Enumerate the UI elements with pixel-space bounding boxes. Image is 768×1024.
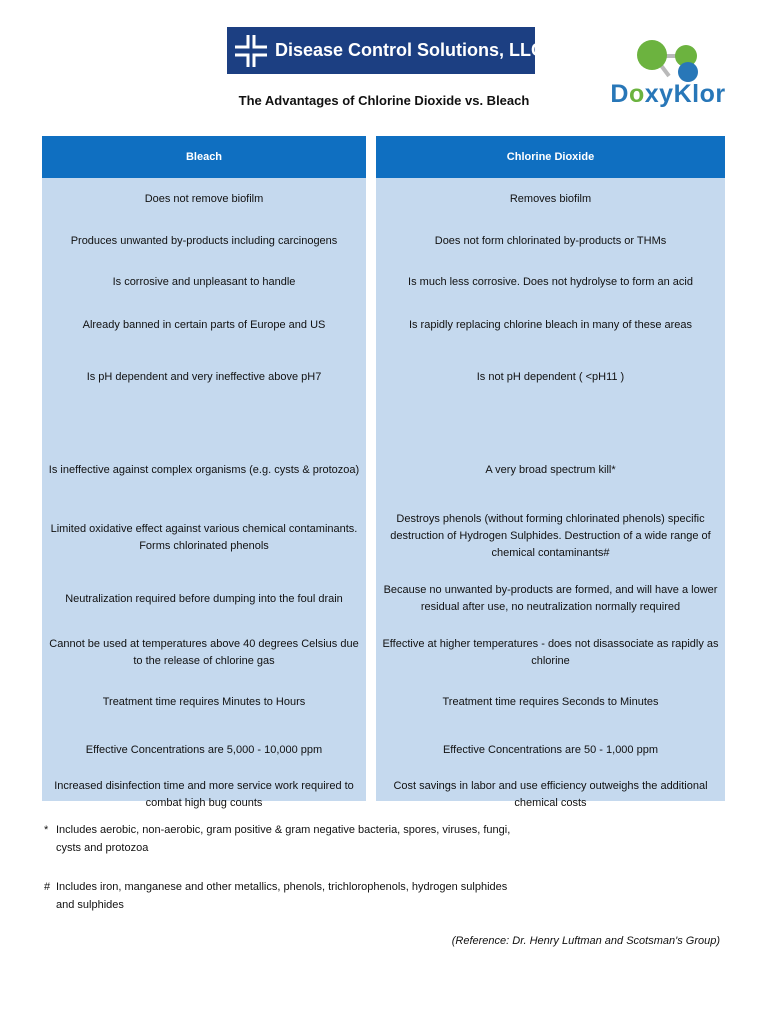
footnote-mark: * bbox=[44, 824, 49, 836]
table-cell: Treatment time requires Minutes to Hours bbox=[102, 695, 306, 708]
table-cell: Does not form chlorinated by-products or THMs bbox=[434, 234, 667, 247]
table-cell: A very broad spectrum kill* bbox=[485, 463, 616, 476]
document-title: The Advantages of Chlorine Dioxide vs. Bleach bbox=[238, 93, 530, 108]
table-cell: Destroys phenols (without forming chlorinated phenols) specific destruction of Hydrogen Sulphides. Destruction of a wide range of chemical contaminants# bbox=[390, 512, 711, 559]
table-cell: Increased disinfection time and more service work required to combat high bug counts bbox=[54, 780, 354, 809]
table-cell: Because no unwanted by-products are formed, and will have a lower residual after use, no neutralization normally required bbox=[383, 584, 718, 613]
table-cell: Is pH dependent and very ineffective above pH7 bbox=[86, 370, 322, 383]
company-logo bbox=[227, 27, 545, 74]
table-cell: Neutralization required before dumping into the foul drain bbox=[65, 592, 343, 605]
chlorine-dioxide-column bbox=[376, 136, 725, 809]
table-cell: Cannot be used at temperatures above 40 degrees Celsius due to the release of chlorine gas bbox=[49, 638, 359, 667]
table-cell: Treatment time requires Seconds to Minutes bbox=[442, 695, 659, 708]
table-cell: Already banned in certain parts of Europe and US bbox=[82, 318, 326, 331]
table-cell: Is ineffective against complex organisms (e.g. cysts & protozoa) bbox=[48, 463, 360, 476]
bleach-column-body bbox=[42, 178, 366, 809]
brand-name-part3: xyKlor bbox=[644, 80, 726, 108]
footnote-text-continued: cysts and protozoa bbox=[56, 842, 149, 854]
table-cell: Does not remove biofilm bbox=[144, 192, 264, 205]
column-header-chlorine-dioxide: Chlorine Dioxide bbox=[376, 136, 725, 178]
footnote-text: Includes aerobic, non-aerobic, gram positive & gram negative bacteria, spores, viruses, fungi, bbox=[56, 824, 511, 836]
footnote-asterisk bbox=[44, 821, 510, 857]
brand-name-part1: D bbox=[610, 80, 629, 108]
table-cell: Is much less corrosive. Does not hydrolyse to form an acid bbox=[408, 275, 693, 288]
footnote-text-continued: and sulphides bbox=[56, 899, 124, 911]
table-cell: Is rapidly replacing chlorine bleach in many of these areas bbox=[408, 318, 693, 331]
table-cell: Cost savings in labor and use efficiency outweighs the additional chemical costs bbox=[393, 780, 708, 809]
footnote-hash bbox=[44, 878, 507, 914]
company-name: Disease Control Solutions, LLC bbox=[275, 40, 545, 60]
chlorine-dioxide-column-body bbox=[376, 178, 725, 809]
table-cell: Limited oxidative effect against various chemical contaminants. Forms chlorinated phenols bbox=[50, 523, 358, 552]
molecule-icon bbox=[624, 38, 714, 84]
reference-note: (Reference: Dr. Henry Luftman and Scotsman's Group) bbox=[451, 935, 720, 947]
bleach-column bbox=[42, 136, 366, 809]
table-cell: Effective Concentrations are 5,000 - 10,000 ppm bbox=[85, 743, 323, 756]
footnote-mark: # bbox=[44, 881, 51, 893]
table-cell: Effective Concentrations are 50 - 1,000 ppm bbox=[442, 743, 659, 756]
table-cell: Removes biofilm bbox=[509, 192, 592, 205]
table-cell: Effective at higher temperatures - does not disassociate as rapidly as chlorine bbox=[382, 638, 719, 667]
cross-logo-icon bbox=[233, 33, 269, 69]
table-cell: Is corrosive and unpleasant to handle bbox=[112, 275, 296, 288]
table-cell: Produces unwanted by-products including carcinogens bbox=[70, 234, 338, 247]
brand-name-part2: o bbox=[628, 80, 645, 108]
column-header-bleach: Bleach bbox=[42, 136, 366, 178]
table-cell: Is not pH dependent ( <pH11 ) bbox=[476, 370, 625, 383]
footnote-text: Includes iron, manganese and other metallics, phenols, trichlorophenols, hydrogen sulphides bbox=[56, 881, 508, 893]
